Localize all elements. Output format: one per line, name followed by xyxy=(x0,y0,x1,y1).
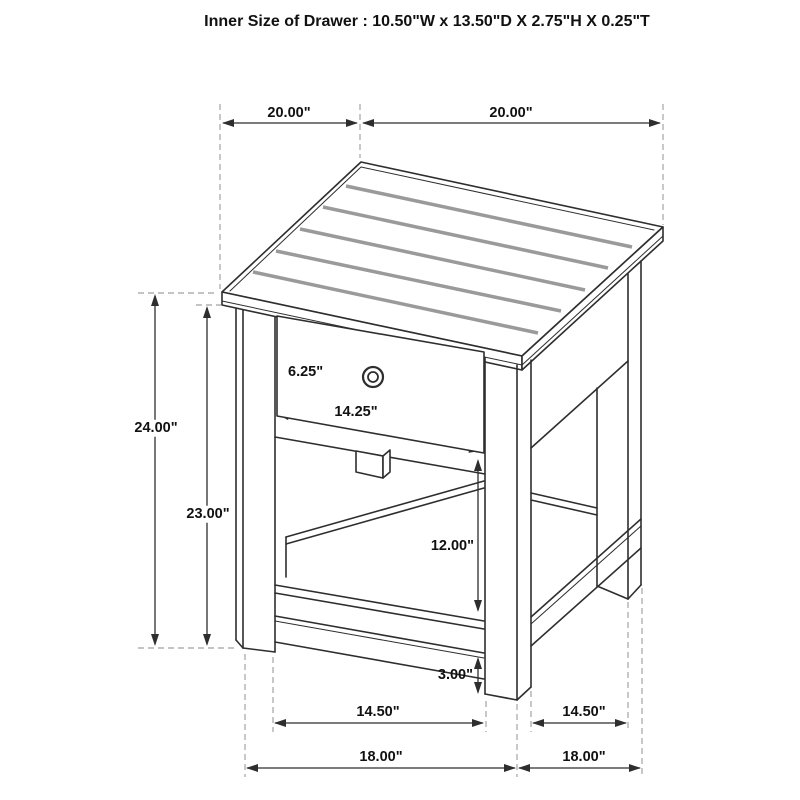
back-left-leg xyxy=(356,450,390,478)
shelf xyxy=(275,585,484,629)
dim-top-width-left: 20.00" xyxy=(267,104,311,121)
dim-drawer-height: 6.25" xyxy=(288,363,324,380)
front-right-leg xyxy=(485,358,531,700)
side-stretcher xyxy=(531,519,641,646)
diagram-title: Inner Size of Drawer : 10.50"W x 13.50"D X 2.75"H X 0.25"T xyxy=(204,13,650,30)
right-apron xyxy=(531,361,628,448)
dim-side-outer-depth: 18.00" xyxy=(562,748,606,765)
table-structure xyxy=(222,162,663,700)
dim-shelf-clearance: 12.00" xyxy=(430,537,474,554)
dim-front-outer-width: 18.00" xyxy=(359,748,403,765)
shelf-right-edge xyxy=(531,493,597,515)
dim-front-leg-spacing: 14.50" xyxy=(356,703,400,720)
dim-overall-height: 24.00" xyxy=(131,420,180,437)
dim-foot-height: 3.00" xyxy=(437,666,473,683)
front-left-leg xyxy=(236,308,275,652)
dim-top-width-right: 20.00" xyxy=(489,104,533,121)
dim-side-leg-spacing: 14.50" xyxy=(562,703,606,720)
dim-drawer-width: 14.25" xyxy=(331,404,380,421)
dim-leg-height: 23.00" xyxy=(183,506,232,523)
back-right-leg xyxy=(597,261,641,599)
